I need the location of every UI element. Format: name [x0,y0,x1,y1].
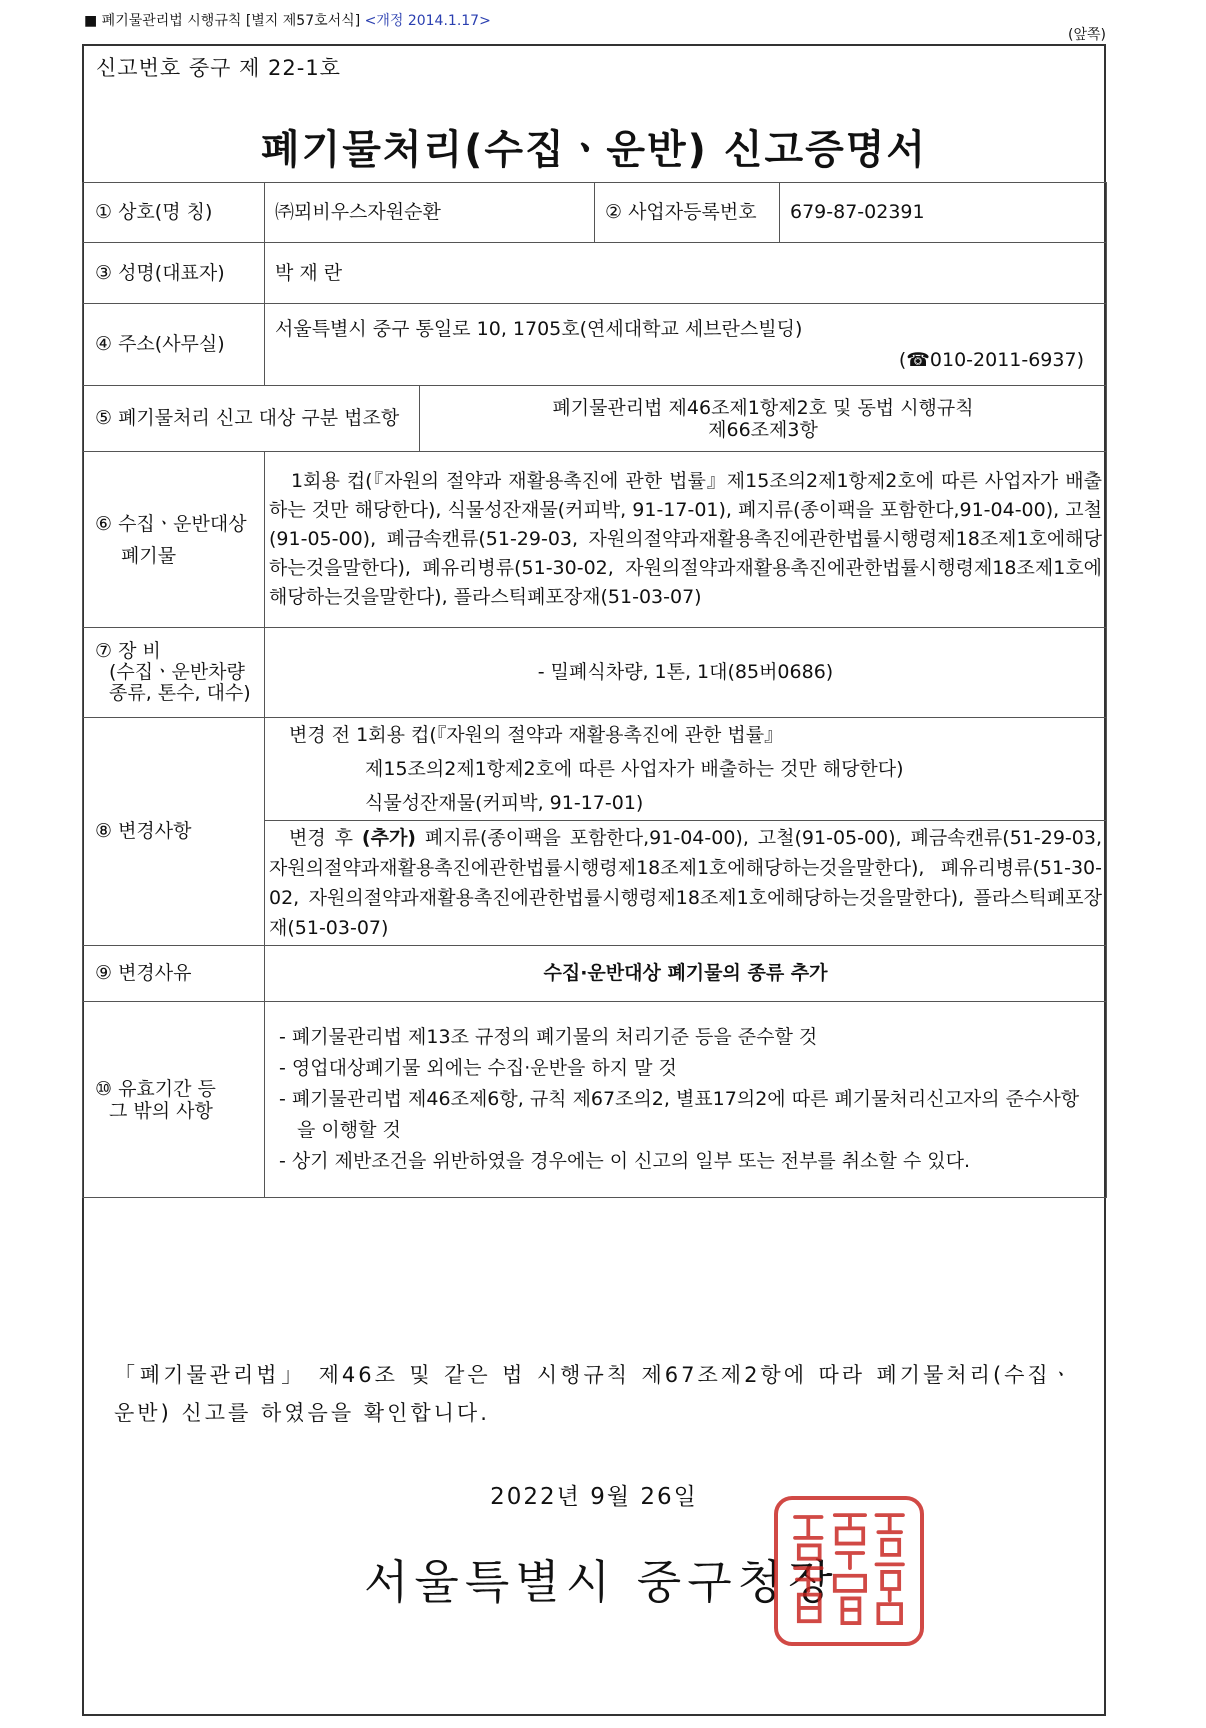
condition-item: - 폐기물관리법 제46조제6항, 규칙 제67조의2, 별표17의2에 따른 폐기물처리신고자의 준수사항을 이행할 것 [279,1088,1080,1141]
certificate-document [82,44,1106,1716]
front-page-mark: (앞쪽) [1068,27,1106,43]
validity-label-line-2: 그 밖의 사항 [109,1099,213,1122]
issuer-name: 서울특별시 중구청장 [364,1555,839,1609]
phone-value: (☎010-2011-6937) [898,348,1084,371]
row-business-name [83,183,1107,243]
form-reference [84,10,491,30]
row-representative [83,243,1107,304]
change-before-cell [265,718,1107,821]
reason-value: 수집·운반대상 폐기물의 종류 추가 [265,946,1107,1002]
change-after-cell [265,821,1107,946]
address-label: ④ 주소(사무실) [83,304,265,386]
waste-list: 1회용 컵(『자원의 절약과 재활용촉진에 관한 법률』제15조의2제1항제2호에 따른 사업자가 배출하는 것만 해당한다), 식물성잔재물(커피박, 91-17-01), 폐지류(종이팩을 포함한다,91-04-00), 고철(91-05-00), 폐금속캔류(51-29-03, 자원의절약과재활용촉진에관한법률시행령제18조제1호에해당하는것을말한다), 폐유리병류(51-30-02, 자원의절약과재활용촉진에관한법률시행령제18조제1호에해당하는것을말한다), 플라스틱폐포장재(51-03-07) [265,452,1107,628]
row-reason [83,946,1107,1002]
official-seal-stamp [774,1496,924,1646]
condition-item: - 폐기물관리법 제13조 규정의 폐기물의 처리기준 등을 준수할 것 [279,1026,818,1048]
row-validity [83,1002,1107,1198]
biz-reg-no-label: ② 사업자등록번호 [595,183,780,243]
representative-value: 박 재 란 [265,243,1107,304]
legal-basis-cell [420,386,1107,452]
legal-basis-label: ⑤ 폐기물처리 신고 대상 구분 법조항 [83,386,420,452]
form-ref-text: ■ 폐기물관리법 시행규칙 [별지 제57호서식] [84,13,361,29]
row-address [83,304,1107,386]
address-value: 서울특별시 중구 통일로 10, 1705호(연세대학교 세브란스빌딩) [275,317,803,340]
issue-date: 2022년 9월 26일 [490,1484,698,1510]
certification-text: 「폐기물관리법」 제46조 및 같은 법 시행규칙 제67조제2항에 따라 폐기물처리(수집ㆍ운반) 신고를 하였음을 확인합니다. [114,1363,1074,1425]
business-name-label: ① 상호(명 칭) [83,183,265,243]
row-legal-basis [83,386,1107,452]
revision-note: <개정 2014.1.17> [364,13,491,29]
equipment-label-line-1: ⑦ 장 비 [95,640,161,662]
change-after-text: 폐지류(종이팩을 포함한다,91-04-00), 고철(91-05-00), 폐금속캔류(51-29-03, 자원의절약과재활용촉진에관한법률시행령제18조제1호에해당하는것을말한다), 폐유리병류(51-30-02, 자원의절약과재활용촉진에관한법률시행령제18조제1호에해당하는것을말한다), 플라스틱폐포장재(51-03-07) [269,827,1102,939]
change-after-prefix: 변경 후 [289,827,362,849]
validity-label-line-1: ⑩ 유효기간 등 [95,1077,216,1100]
biz-reg-no-value: 679-87-02391 [780,183,1107,243]
changes-label: ⑧ 변경사항 [83,718,265,946]
representative-label: ③ 성명(대표자) [83,243,265,304]
condition-item: - 영업대상폐기물 외에는 수집·운반을 하지 말 것 [279,1057,677,1079]
legal-basis-line-1: 폐기물관리법 제46조제1항제2호 및 동법 시행규칙 [552,396,974,419]
reason-label: ⑨ 변경사유 [83,946,265,1002]
waste-label-line-1: ⑥ 수집ㆍ운반대상 [95,512,247,535]
certificate-form-table [82,182,1107,1198]
change-after-add: (추가) [361,827,416,849]
equipment-label-line-2: (수집ㆍ운반차량 [109,661,245,683]
registration-number: 신고번호 중구 제 22-1호 [96,56,341,80]
condition-item: - 상기 제반조건을 위반하였을 경우에는 이 신고의 일부 또는 전부를 취소할 수 있다. [279,1150,971,1172]
address-cell [265,304,1107,386]
change-before-line-2: 제15조의2제1항제2호에 따른 사업자가 배출하는 것만 해당한다) [365,758,904,780]
waste-label-cell [83,452,265,628]
change-before-line-1: 변경 전 1회용 컵(『자원의 절약과 재활용촉진에 관한 법률』 [289,724,784,746]
row-equipment [83,628,1107,718]
row-changes-before [83,718,1107,821]
validity-label-cell [83,1002,265,1198]
legal-basis-line-2: 제66조제3항 [708,418,818,441]
equipment-value: - 밀폐식차량, 1톤, 1대(85버0686) [265,628,1107,718]
seal-icon [778,1500,920,1642]
waste-label-line-2: 폐기물 [121,544,177,567]
page-title: 폐기물처리(수집ㆍ운반) 신고증명서 [260,127,928,173]
row-waste [83,452,1107,628]
equipment-label-cell [83,628,265,718]
change-before-line-3: 식물성잔재물(커피박, 91-17-01) [365,792,644,814]
business-name-value: ㈜뫼비우스자원순환 [265,183,595,243]
equipment-label-line-3: 종류, 톤수, 대수) [109,682,251,704]
conditions-list [265,1002,1107,1198]
